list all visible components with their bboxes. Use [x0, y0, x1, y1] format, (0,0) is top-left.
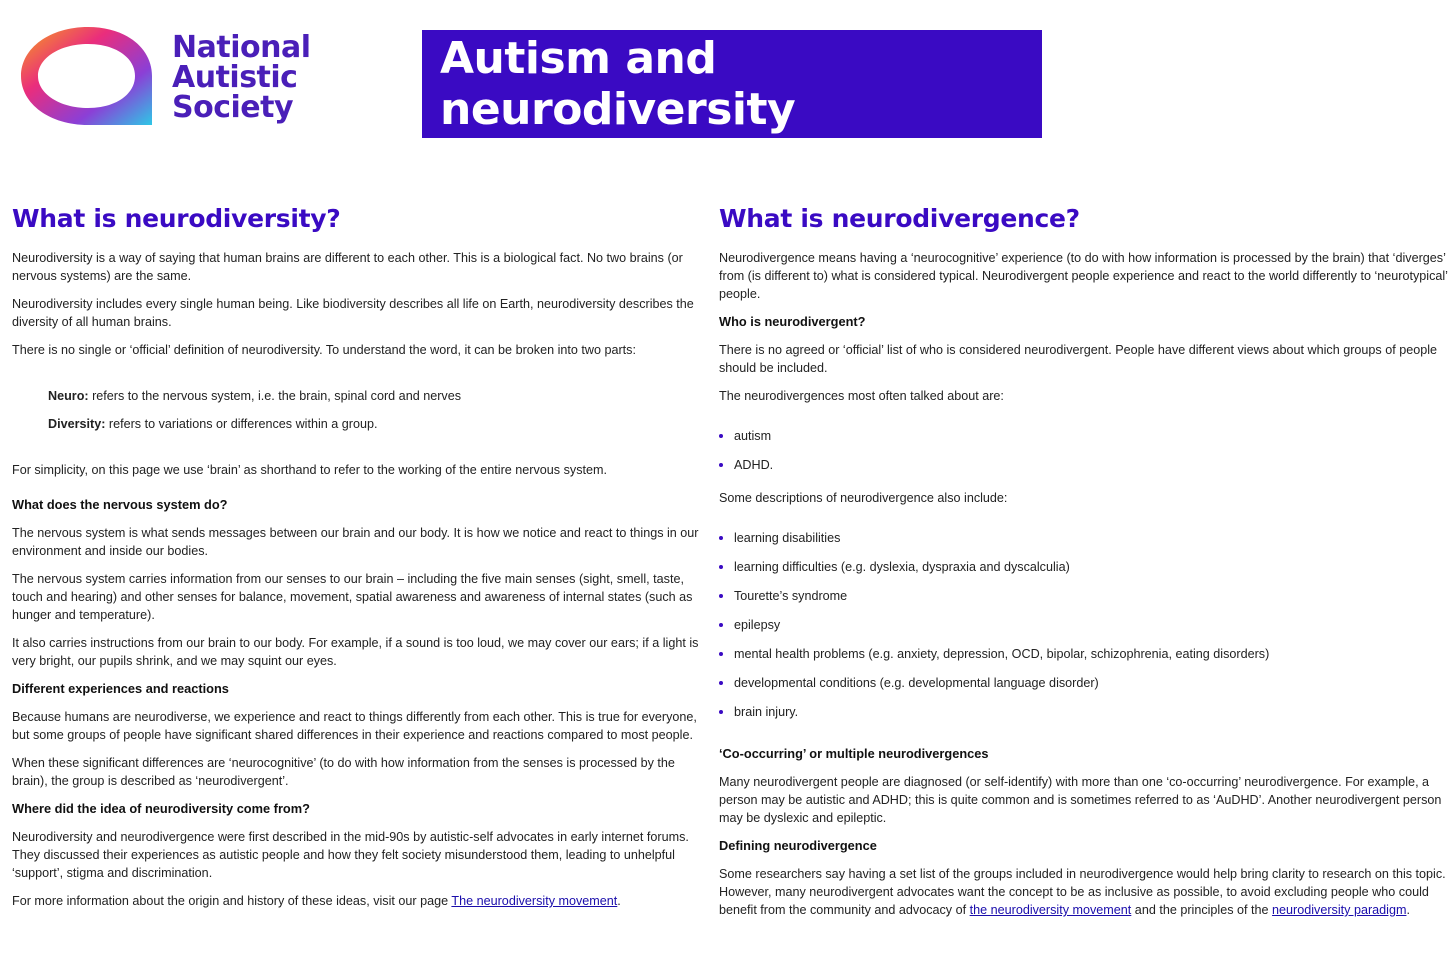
paragraph: Neurodiversity is a way of saying that human brains are different to each other. This is a biological fact. No two brains (or nervous systems) are the same.: [12, 251, 683, 283]
paragraph-text: Some researchers say having a set list of the groups included in neurodivergence would help bring clarity to research on this topic. However, many neurodivergent advocates want the concept to be as inclusive as possible, to avoid excluding people who could benefit from the community and advocacy of: [719, 867, 1446, 917]
subheading-co-occurring: ‘Co-occurring’ or multiple neurodivergences: [719, 746, 989, 761]
paragraph: For simplicity, on this page we use ‘brain’ as shorthand to refer to the working of the entire nervous system.: [12, 463, 607, 477]
paragraph: Some descriptions of neurodivergence also include:: [719, 491, 1008, 505]
neurodiversity-movement-link[interactable]: the neurodiversity movement: [969, 903, 1132, 917]
list-item: learning difficulties (e.g. dyslexia, dyspraxia and dyscalculia): [719, 558, 1453, 587]
subheading-who: Who is neurodivergent?: [719, 314, 866, 329]
definition-neuro: [12, 387, 712, 405]
neurodivergence-heading: What is neurodivergence?: [719, 204, 1080, 233]
definition-term: Diversity:: [48, 417, 106, 431]
list-item: brain injury.: [719, 703, 1453, 732]
paragraph: When these significant differences are ‘neurocognitive’ (to do with how information from the senses is processed by the brain), the group is described as ‘neurodivergent’.: [12, 756, 675, 788]
subheading-defining: Defining neurodivergence: [719, 838, 877, 853]
list-item: learning disabilities: [719, 529, 1453, 558]
paragraph-text: .: [1406, 903, 1410, 917]
paragraph-more-info: [12, 892, 712, 910]
neurodiversity-heading: What is neurodiversity?: [12, 204, 341, 233]
common-neurodivergences-list: [719, 427, 1453, 485]
neurodiversity-paradigm-link[interactable]: neurodiversity paradigm: [1272, 903, 1407, 917]
subheading-experiences: Different experiences and reactions: [12, 681, 229, 696]
list-item: epilepsy: [719, 616, 1453, 645]
paragraph: The neurodivergences most often talked about are:: [719, 389, 1004, 403]
definition-text: refers to the nervous system, i.e. the brain, spinal cord and nerves: [88, 389, 461, 403]
paragraph: It also carries instructions from our brain to our body. For example, if a sound is too loud, we may cover our ears; if a light is very bright, our pupils shrink, and we may squint our eyes.: [12, 636, 699, 668]
paragraph-text: and the principles of the: [1131, 903, 1273, 917]
paragraph: Neurodiversity includes every single human being. Like biodiversity describes all life on Earth, neurodiversity describes the diversity of all human brains.: [12, 297, 694, 329]
paragraph: Neurodiversity and neurodivergence were first described in the mid-90s by autistic-self advocates in early internet forums. They discussed their experiences as autistic people and how they felt society misunderstood them, leading to unhelpful ‘support’, stigma and discrimination.: [12, 830, 689, 880]
list-item: mental health problems (e.g. anxiety, depression, OCD, bipolar, schizophrenia, eating disorders): [719, 645, 1453, 674]
definition-text: refers to variations or differences within a group.: [105, 417, 378, 431]
paragraph-text: For more information about the origin and history of these ideas, visit our page: [12, 894, 452, 908]
paragraph: Many neurodivergent people are diagnosed (or self-identify) with more than one ‘co-occurring’ neurodivergence. For example, a person may be autistic and ADHD; this is quite common and is sometimes referred to as ‘AuDHD’. Another neurodivergent person may be dyslexic and epileptic.: [719, 775, 1442, 825]
list-item: ADHD.: [719, 456, 1453, 485]
logo-line-3: Society: [172, 90, 294, 125]
list-item: developmental conditions (e.g. developmental language disorder): [719, 674, 1453, 703]
logo-wordmark: [172, 30, 311, 125]
paragraph: The nervous system carries information from our senses to our brain – including the five main senses (sight, smell, taste, touch and hearing) and other senses for balance, movement, spatial awareness and awareness of internal states (such as hunger and temperature).: [12, 572, 693, 622]
paragraph: Neurodivergence means having a ‘neurocognitive’ experience (to do with how information is processed by the brain) that ‘diverges’ from (is different to) what is considered typical. Neurodivergent people experience and react to the world differently to ‘neurotypical’ people.: [719, 251, 1448, 301]
definition-diversity: [12, 415, 712, 433]
definition-term: Neuro:: [48, 389, 89, 403]
other-neurodivergences-list: [719, 529, 1453, 732]
subheading-origin: Where did the idea of neurodiversity come from?: [12, 801, 310, 816]
list-item: Tourette’s syndrome: [719, 587, 1453, 616]
paragraph: Because humans are neurodiverse, we experience and react to things differently from each other. This is true for everyone, but some groups of people have significant shared differences in their experience and reactions compared to most people.: [12, 710, 697, 742]
neurodiversity-movement-link[interactable]: The neurodiversity movement: [451, 894, 618, 908]
nas-logo[interactable]: [18, 24, 338, 130]
neurodivergence-section: [719, 200, 1453, 929]
logo-line-2: Autistic: [172, 60, 298, 95]
neurodiversity-section: [12, 200, 712, 920]
logo-line-1: National: [172, 30, 311, 65]
paragraph-defining: [719, 865, 1453, 919]
paragraph: There is no agreed or ‘official’ list of who is considered neurodivergent. People have different views about which groups of people should be included.: [719, 343, 1438, 375]
paragraph-text: .: [617, 894, 621, 908]
paragraph: The nervous system is what sends messages between our brain and our body. It is how we notice and react to things in our environment and inside our bodies.: [12, 526, 699, 558]
list-item: autism: [719, 427, 1453, 456]
page-title: Autism and neurodiversity: [440, 33, 796, 135]
subheading-nervous-system: What does the nervous system do?: [12, 497, 228, 512]
title-banner: [422, 30, 1042, 138]
nas-logo-ring-icon: [18, 24, 158, 130]
paragraph: There is no single or ‘official’ definition of neurodiversity. To understand the word, it can be broken into two parts:: [12, 343, 636, 357]
